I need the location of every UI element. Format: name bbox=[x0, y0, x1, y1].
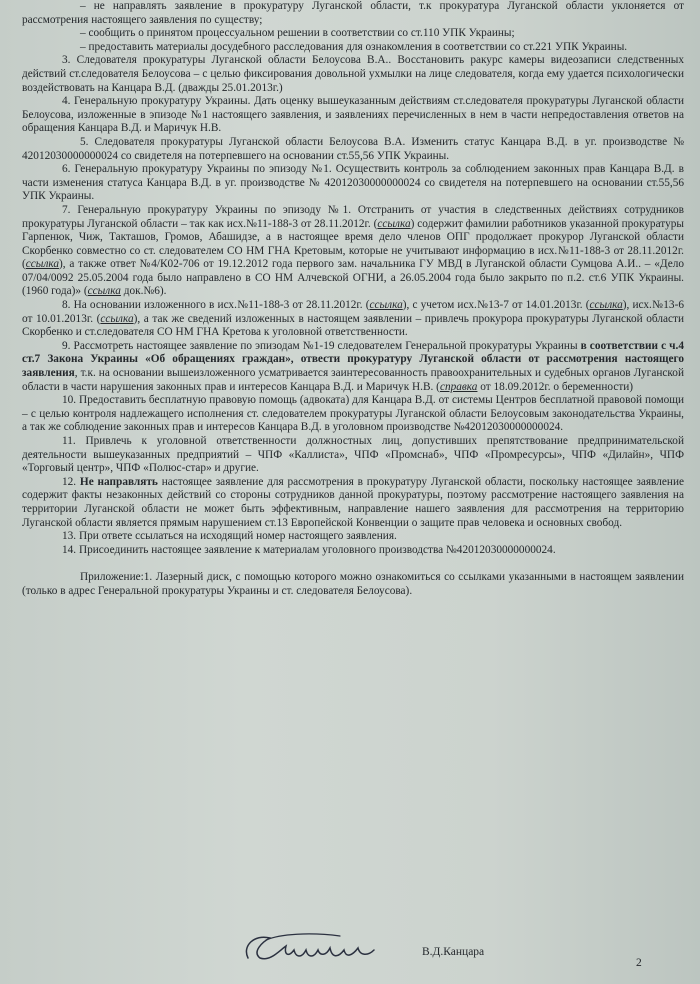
paragraph: – сообщить о принятом процессуальном решении в соответствии со ст.110 УПК Украины; bbox=[80, 27, 515, 40]
paragraph-text: ), с учетом исх.№13-7 от 14.01.2013г. ( bbox=[402, 299, 590, 312]
paragraph: 3. Следователя прокуратуры Луганской области Белоусова В.А.. Восстановить ракурс камеры видеозаписи следственных действий ст.следователя Белоусова – с целью фиксирования довольной ухмылки на лице следователя, когда ему удается психологически воздействовать на Канцара В.Д. (дважды 25.01.2013г.) bbox=[22, 54, 684, 94]
paragraph-text: ) содержит фамилии работников указанной прокуратуры Гарпенюк, Чиж, Такташов, Громов, Абашидзе, а в настоящее время дело членов ОПГ продолжает прокурор Луганской области Скорбенко совместно со ст. следователем СО НМ ГНА Кретовым, которые не учитывают информацию в исх.№11-188-3 от 28.11.2012г. ( bbox=[22, 217, 684, 271]
reference-link[interactable]: ссылка bbox=[589, 299, 623, 312]
document-body bbox=[22, 0, 684, 599]
signatory-name: В.Д.Канцара bbox=[422, 946, 485, 958]
bold-text: Не направлять bbox=[79, 475, 158, 488]
paragraph bbox=[22, 476, 684, 530]
paragraph: 14. Присоединить настоящее заявление к материалам уголовного производства №42012030000000024. bbox=[62, 543, 556, 556]
paragraph-text: настоящее заявление для рассмотрения в прокуратуру Луганской области, поскольку настоящее заявление содержит факты незаконных действий со стороны сотрудников данной прокуратуры, поэтому рассмотрение настоящего заявления на территории Луганской области не может быть эффективным, направление нашего заявления для рассмотрения на территорию Луганской области является прямым нарушением ст.13 Европейской Конвенции о защите прав человека и основных свобод. bbox=[22, 475, 685, 529]
paragraph-text: ), исх.№13-6 от 10.01.2013г. ( bbox=[22, 299, 684, 325]
paragraph bbox=[22, 204, 684, 299]
paragraph-text: 12. bbox=[62, 475, 80, 488]
paragraph-text: ), а также ответ №4/К02-706 от 19.12.2012 года первого зам. начальника ГУ МВД в Луганской области Сумцова А.И.. – «Дело 07/04/0092 25.05.2004 года было направлено в СО НМ Алчевской ОГНИ, а 26.05.2004 года было закрыто по п.2. ст.6 УПК Украины. (1960 года)» ( bbox=[22, 258, 684, 298]
reference-link[interactable]: ссылка bbox=[25, 258, 60, 271]
bold-text: в соответствии с ч.4 ст.7 Закона Украины «Об обращениях граждан», отвести прокуратуру Луганской области от рассмотрения настоящего заявления bbox=[22, 339, 684, 380]
paragraph: – предоставить материалы досудебного расследования для ознакомления в соответствии со ст.221 УПК Украины. bbox=[80, 40, 628, 53]
paragraph: 13. При ответе ссылаться на исходящий номер настоящего заявления. bbox=[62, 530, 397, 543]
paragraph-text: от 18.09.2012г. о беременности) bbox=[477, 380, 634, 393]
paragraph: 6. Генеральную прокуратуру Украины по эпизоду №1. Осуществить контроль за соблюдением законных прав Канцара В.Д. в части изменения статуса Канцара В.Д. в уг. производстве № 42012030000000024 со свидетеля на потерпевшего на основании ст.55,56 УПК Украины. bbox=[22, 163, 684, 203]
attachment-note: Приложение:1. Лазерный диск, с помощью которого можно ознакомиться со ссылками указанными в настоящем заявлении (только в адрес Генеральной прокуратуры Украины и ст. следователя Белоусова). bbox=[22, 571, 684, 597]
paragraph-text: 7. Генеральную прокуратуру Украины по эпизоду №1. Отстранить от участия в следственных действиях сотрудников прокуратуры Луганской области – так как исх.№11-188-3 от 28.11.2012г. ( bbox=[22, 203, 684, 230]
paragraph-text: 8. На основании изложенного в исх.№11-188-3 от 28.11.2012г. ( bbox=[62, 299, 370, 312]
reference-link[interactable]: ссылка bbox=[100, 312, 134, 325]
paragraph bbox=[22, 299, 684, 340]
paragraph: 10. Предоставить бесплатную правовую помощь (адвоката) для Канцара В.Д. от системы Центров бесплатной правовой помощи – с целью контроля надлежащего исполнения ст. следователем прокуратуры Луганской области Белоусовым законодательства Украины, а так же соблюдение законных прав и интересов Канцара В.Д. в уголовном производстве №42012030000000024. bbox=[22, 394, 684, 434]
reference-link[interactable]: ссылка bbox=[377, 217, 411, 230]
paragraph: 5. Следователя прокуратуры Луганской области Белоусова В.А. Изменить статус Канцара В.Д. в уг. производстве № 42012030000000024 со свидетеля на потерпевшего на основании ст.55,56 УПК Украины. bbox=[22, 135, 684, 162]
paragraph-text: док.№6). bbox=[120, 285, 167, 298]
paragraph: 4. Генеральную прокуратуру Украины. Дать оценку вышеуказанным действиям ст.следователя прокуратуры Луганской области Белоусова, изложенные в эпизоде №1 настоящего заявления, и заявлениях перечисленных в нем в части непредоставления ответов на обращения Канцара В.Д. и Маричук Н.В. bbox=[22, 95, 684, 135]
paragraph: 11. Привлечь к уголовной ответственности должностных лиц, допустивших препятствование предпринимательской деятельности вышеуказанных предприятий – ЧПФ «Каллиста», ЧПФ «Промснаб», ЧПФ «Промресурсы», ЧПФ «Дилайн», ЧПФ «Торговый центр», ЧПФ «Полюс-стар» и другие. bbox=[22, 435, 684, 475]
paragraph bbox=[22, 340, 684, 394]
paragraph-text: ), а так же сведений изложенных в настоящем заявлении – привлечь прокурора прокуратуры Луганской области Скорбенко и ст.следователя СО НМ ГНА Кретова к уголовной ответственности. bbox=[22, 312, 684, 339]
signature-block bbox=[240, 928, 540, 968]
page-number: 2 bbox=[636, 957, 642, 969]
paragraph-text: , т.к. на основании вышеизложенного усматривается заинтересованность правоохранительных и судебных органов Луганской области в части нарушения законных прав и интересов Канцара В.Д. и Маричук Н.В. ( bbox=[22, 367, 684, 393]
reference-link[interactable]: ссылка bbox=[369, 299, 403, 312]
paragraph-text: 9. Рассмотреть настоящее заявление по эпизодам №1-19 следователем Генеральной прокуратуры Украины bbox=[62, 339, 581, 352]
handwritten-signature bbox=[240, 928, 390, 968]
reference-link[interactable]: справка bbox=[439, 380, 478, 393]
reference-link[interactable]: ссылка bbox=[87, 285, 121, 298]
paragraph: – не направлять заявление в прокуратуру Луганской области, т.к прокуратура Луганской области уклоняется от рассмотрения настоящего заявления по существу; bbox=[22, 0, 684, 26]
